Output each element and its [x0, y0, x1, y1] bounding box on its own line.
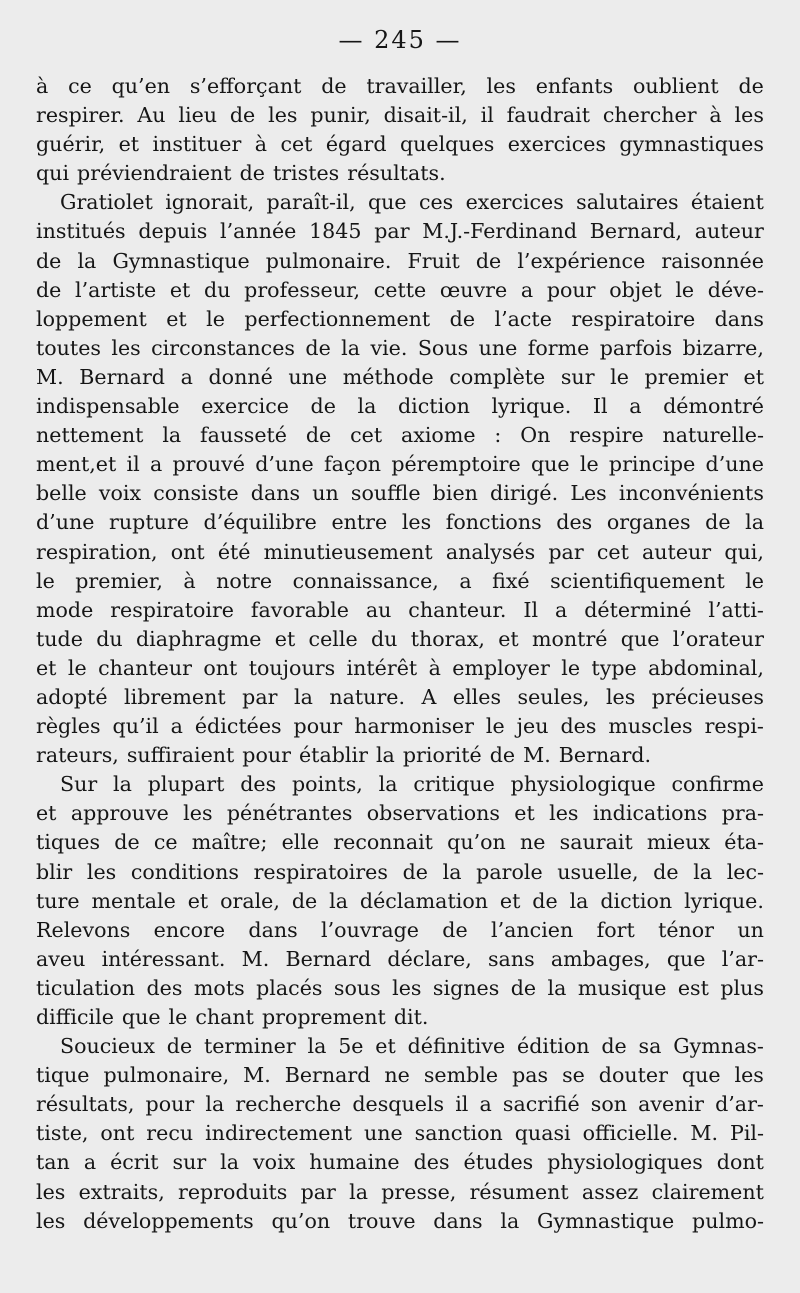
text-line: le premier, à notre connaissance, a fixé scientifiquement le: [36, 568, 764, 593]
text-line: ture mentale et orale, de la déclamation et de la diction lyrique.: [36, 888, 764, 913]
text-line: belle voix consiste dans un souffle bien dirigé. Les inconvénients: [36, 481, 764, 506]
text-line: tiste, ont recu indirectement une sanction quasi officielle. M. Pil-: [36, 1121, 764, 1146]
text-line: les développements qu’on trouve dans la Gymnastique pulmo-: [36, 1208, 764, 1233]
text-line: M. Bernard a donné une méthode complète sur le premier et: [36, 364, 764, 389]
text-line: ticulation des mots placés sous les signes de la musique est plus: [36, 975, 764, 1000]
text-line: indispensable exercice de la diction lyrique. Il a démontré: [36, 394, 764, 419]
text-line: règles qu’il a édictées pour harmoniser le jeu des muscles respi-: [36, 714, 764, 739]
text-line: tan a écrit sur la voix humaine des études physiologiques dont: [36, 1150, 764, 1175]
text-line: et le chanteur ont toujours intérêt à employer le type abdominal,: [36, 655, 764, 680]
text-line: tude du diaphragme et celle du thorax, et montré que l’orateur: [36, 626, 764, 651]
text-line: de l’artiste et du professeur, cette œuvre a pour objet le déve-: [36, 277, 764, 302]
text-line: d’une rupture d’équilibre entre les fonctions des organes de la: [36, 510, 764, 535]
text-line: toutes les circonstances de la vie. Sous une forme parfois bizarre,: [36, 335, 764, 360]
text-line: respiration, ont été minutieusement analysés par cet auteur qui,: [36, 539, 764, 564]
text-line: rateurs, suffiraient pour établir la priorité de M. Bernard.: [36, 743, 652, 768]
text-line: respirer. Au lieu de les punir, disait-il, il faudrait chercher à les: [36, 103, 764, 128]
text-line: Sur la plupart des points, la critique physiologique confirme: [60, 772, 764, 797]
text-line: Relevons encore dans l’ouvrage de l’ancien fort ténor un: [36, 917, 764, 942]
text-line: institués depuis l’année 1845 par M.J.-Ferdinand Bernard, auteur: [36, 219, 764, 244]
text-line: mode respiratoire favorable au chanteur. Il a déterminé l’atti-: [36, 597, 764, 622]
text-line: les extraits, reproduits par la presse, résument assez clairement: [36, 1179, 764, 1204]
text-line: tique pulmonaire, M. Bernard ne semble pas se douter que les: [36, 1063, 764, 1088]
text-line: aveu intéressant. M. Bernard déclare, sans ambages, que l’ar-: [36, 946, 764, 971]
text-line: ment,et il a prouvé d’une façon péremptoire que le principe d’une: [36, 452, 764, 477]
text-line: loppement et le perfectionnement de l’acte respiratoire dans: [36, 306, 764, 331]
body-text: [36, 72, 764, 1236]
text-line: adopté librement par la nature. A elles seules, les précieuses: [36, 684, 764, 709]
text-line: guérir, et instituer à cet égard quelques exercices gymnastiques: [36, 132, 764, 157]
text-line: Soucieux de terminer la 5e et définitive édition de sa Gymnas-: [60, 1034, 764, 1059]
text-line: blir les conditions respiratoires de la parole usuelle, de la lec-: [36, 859, 764, 884]
text-line: résultats, pour la recherche desquels il a sacrifié son avenir d’ar-: [36, 1092, 764, 1117]
text-line: et approuve les pénétrantes observations et les indications pra-: [36, 801, 764, 826]
text-line: qui préviendraient de tristes résultats.: [36, 161, 446, 186]
text-line: à ce qu’en s’efforçant de travailler, les enfants oublient de: [36, 74, 764, 98]
text-line: nettement la fausseté de cet axiome : On respire naturelle-: [36, 423, 764, 448]
text-line: de la Gymnastique pulmonaire. Fruit de l’expérience raisonnée: [36, 248, 764, 273]
text-line: difficile que le chant proprement dit.: [36, 1005, 429, 1029]
text-line: Gratiolet ignorait, paraît-il, que ces exercices salutaires étaient: [60, 190, 764, 215]
page-number: — 245 —: [338, 26, 462, 54]
text-line: tiques de ce maître; elle reconnait qu’on ne saurait mieux éta-: [36, 830, 764, 855]
